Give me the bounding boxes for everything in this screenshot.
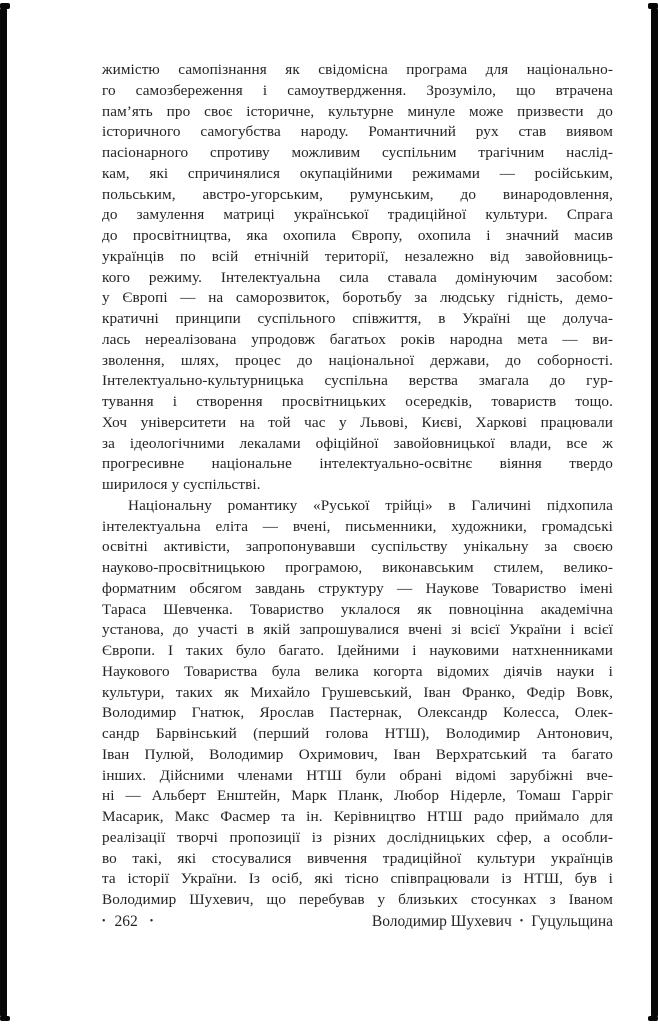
text-line: кратичні принципи суспільного співжиття, в Україні ще долуча-: [102, 310, 613, 327]
text-line: Іван Пулюй, Володимир Охримович, Іван Верхратський та багато: [102, 745, 613, 763]
body-text: [102, 60, 613, 911]
text-line: ні — Альберт Енштейн, Марк Планк, Любор Нідерле, Томаш Гарріг: [102, 787, 613, 805]
text-line: науково-просвітницькою програмою, виконавським стилем, велико-: [102, 559, 613, 576]
text-line: українців по всій етнічній території, незалежно від завойовниць-: [102, 247, 613, 265]
text-line: кам, які спричинялися окупаційними режимами — російським,: [102, 164, 613, 182]
text-line: прогресивне національне інтелектуально-освітнє віяння твердо: [102, 455, 613, 473]
text-line: Володимир Шухевич, що перебував у близьких стосунках з Іваном: [102, 891, 613, 908]
text-line: го самозбереження і самоутвердження. Зрозуміло, що втрачена: [102, 81, 613, 99]
text-line: реалізації творчі пропозиції із різних дослідницьких сфер, а особли-: [102, 828, 613, 846]
running-title-author: Володимир Шухевич: [371, 913, 512, 930]
text-line: форматним обсягом завдань структуру — Наукове Товариство імені: [102, 579, 613, 597]
text-line: до просвітництва, яка охопила Європу, охопила і значний масив: [102, 227, 613, 244]
text-line: у Європі — на саморозвиток, боротьбу за людську гідність, демо-: [102, 289, 613, 307]
text-line: Масарик, Макс Фасмер та ін. Керівництво НТШ радо приймало для: [102, 808, 613, 825]
page-number-block: [102, 911, 153, 932]
text-line: польським, австро-угорським, румунським, до винародовлення,: [102, 185, 613, 203]
text-line: та історії України. Із осіб, які тісно співпрацювали із НТШ, був і: [102, 870, 613, 888]
text-line: зволення, шлях, процес до національної держави, до соборності.: [102, 351, 613, 369]
text-line: освітні активісти, запропонувавши суспільству унікальну за своєю: [102, 538, 613, 556]
text-line: Володимир Гнатюк, Ярослав Пастернак, Олександр Колесса, Олек-: [102, 704, 613, 722]
text-line: Тараса Шевченка. Товариство уклалося як повноцінна академічна: [102, 600, 613, 618]
text-line: історичного самогубства народу. Романтичний рух став виявом: [102, 123, 613, 141]
page-footer: [102, 911, 613, 932]
text-line: установа, до участі в якій запрошувалися вчені зі всієї України і всієї: [102, 621, 613, 639]
text-line: до замулення матриці української традиційної культури. Спрага: [102, 206, 613, 224]
text-line: во такі, які стосувалися вивчення традиційної культури українців: [102, 849, 613, 867]
footer-bullet-icon: •: [149, 916, 154, 927]
text-line: Інтелектуально-культурницька суспільна верства змагала до гур-: [102, 372, 613, 390]
text-line: тування і створення просвітницьких осередків, товариств тощо.: [102, 393, 613, 410]
text-line: Наукового Товариства була велика когорта відомих діячів науки і: [102, 662, 613, 680]
footer-bullet-icon: •: [102, 916, 106, 927]
text-line: лась нереалізована упродовж багатьох років народна мета — ви-: [102, 330, 613, 348]
text-line: інших. Дійсними членами НТШ були обрані відомі зарубіжні вче-: [102, 766, 613, 784]
text-line: за ідеологічними лекалами офіційної завойовницької влади, все ж: [102, 434, 613, 452]
footer-bullet-icon: •: [519, 916, 524, 927]
text-line: жимістю самопізнання як свідомісна програма для національно-: [102, 61, 613, 78]
scan-edge-right: [651, 7, 658, 1018]
text-line: Хоч університети на той час у Львові, Києві, Харкові працювали: [102, 413, 613, 431]
scan-edge-left: [0, 7, 7, 1018]
text-line: інтелектуальна еліта — вчені, письменники, художники, громадські: [102, 517, 613, 535]
text-line: Національну романтику «Руської трійці» в Галичині підхопила: [128, 496, 613, 514]
text-line: ширилося у суспільстві.: [102, 476, 261, 493]
text-line: Європи. І таких було багато. Ідейними і науковими натхненниками: [102, 642, 613, 659]
page-number: 262: [114, 913, 138, 930]
text-line: культури, таких як Михайло Грушевський, Іван Франко, Федір Вовк,: [102, 683, 613, 701]
text-line: сандр Барвінський (перший голова НТШ), Володимир Антонович,: [102, 725, 613, 742]
text-line: пам’ять про своє історичне, культурне минуле може призвести до: [102, 102, 613, 120]
text-line: пасіонарного спротиву можливим суспільним трагічним наслід-: [102, 144, 613, 161]
text-line: кого режиму. Інтелектуальна сила ставала домінуючим засобом:: [102, 268, 613, 286]
running-title: [372, 911, 613, 932]
running-title-book: Гуцульщина: [531, 913, 613, 930]
